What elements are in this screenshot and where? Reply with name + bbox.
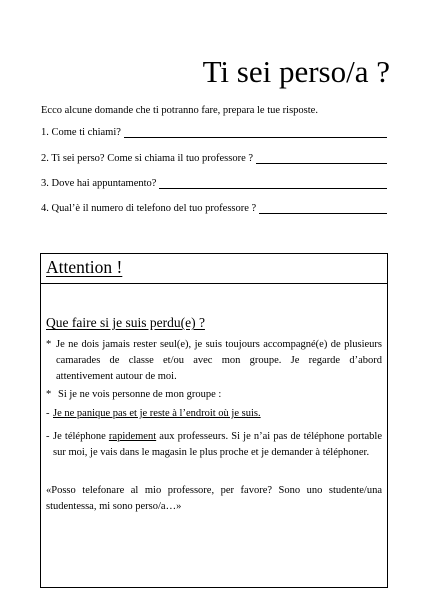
question-1-answer-line[interactable] — [124, 128, 387, 138]
phrase-quote: «Posso telefonare al mio professore, per favore? Sono uno studente/una studentessa, mi sono perso/a…» — [46, 485, 382, 512]
bullet-marker: * — [46, 339, 52, 350]
advice-item-4-pre: Je téléphone — [53, 431, 109, 442]
question-4-label: 4. Qual’è il numero di telefono del tuo professore ? — [41, 203, 257, 214]
attention-header — [41, 254, 387, 284]
page-title: Ti sei perso/a ? — [202, 54, 390, 89]
attention-heading: Attention ! — [46, 257, 123, 277]
advice-item-4-post: aux professeurs. Si je n’ai pas de téléphone portable sur moi, je vais dans le magasin le plus proche et je demander à téléphoner. — [53, 431, 383, 458]
dash-marker: - — [46, 431, 50, 442]
question-3-label: 3. Dove hai appuntamento? — [41, 178, 157, 189]
question-2 — [41, 153, 387, 164]
question-2-answer-line[interactable] — [256, 154, 387, 164]
bullet-marker: * — [46, 389, 52, 400]
question-4 — [41, 203, 387, 214]
question-3-answer-line[interactable] — [159, 179, 387, 189]
advice-item-4 — [46, 429, 382, 461]
question-3 — [41, 178, 387, 189]
question-2-label: 2. Ti sei perso? Come si chiama il tuo professore ? — [41, 153, 254, 164]
advice-item-1 — [46, 337, 382, 385]
advice-item-4-text — [53, 429, 382, 461]
advice-item-3 — [46, 406, 382, 422]
advice-item-1-text: Je ne dois jamais rester seul(e), je suis toujours accompagné(e) de plusieurs camarades de classe et/ou avec mon groupe. Je regarde d’abord attentivement autour de moi. — [56, 339, 382, 382]
dash-marker: - — [46, 408, 50, 419]
intro-text: Ecco alcune domande che ti potranno fare, prepara le tue risposte. — [41, 105, 318, 116]
advice-item-2 — [46, 387, 382, 403]
advice-item-3-text: Je ne panique pas et je reste à l’endroit où je suis. — [53, 408, 261, 419]
attention-subheading: Que faire si je suis perdu(e) ? — [46, 315, 205, 330]
attention-box — [40, 253, 388, 588]
question-4-answer-line[interactable] — [259, 204, 387, 214]
advice-item-4-emphasis: rapidement — [108, 431, 157, 442]
question-1 — [41, 127, 387, 138]
advice-item-2-text: Si je ne vois personne de mon groupe : — [58, 389, 222, 400]
question-1-label: 1. Come ti chiami? — [41, 127, 121, 138]
